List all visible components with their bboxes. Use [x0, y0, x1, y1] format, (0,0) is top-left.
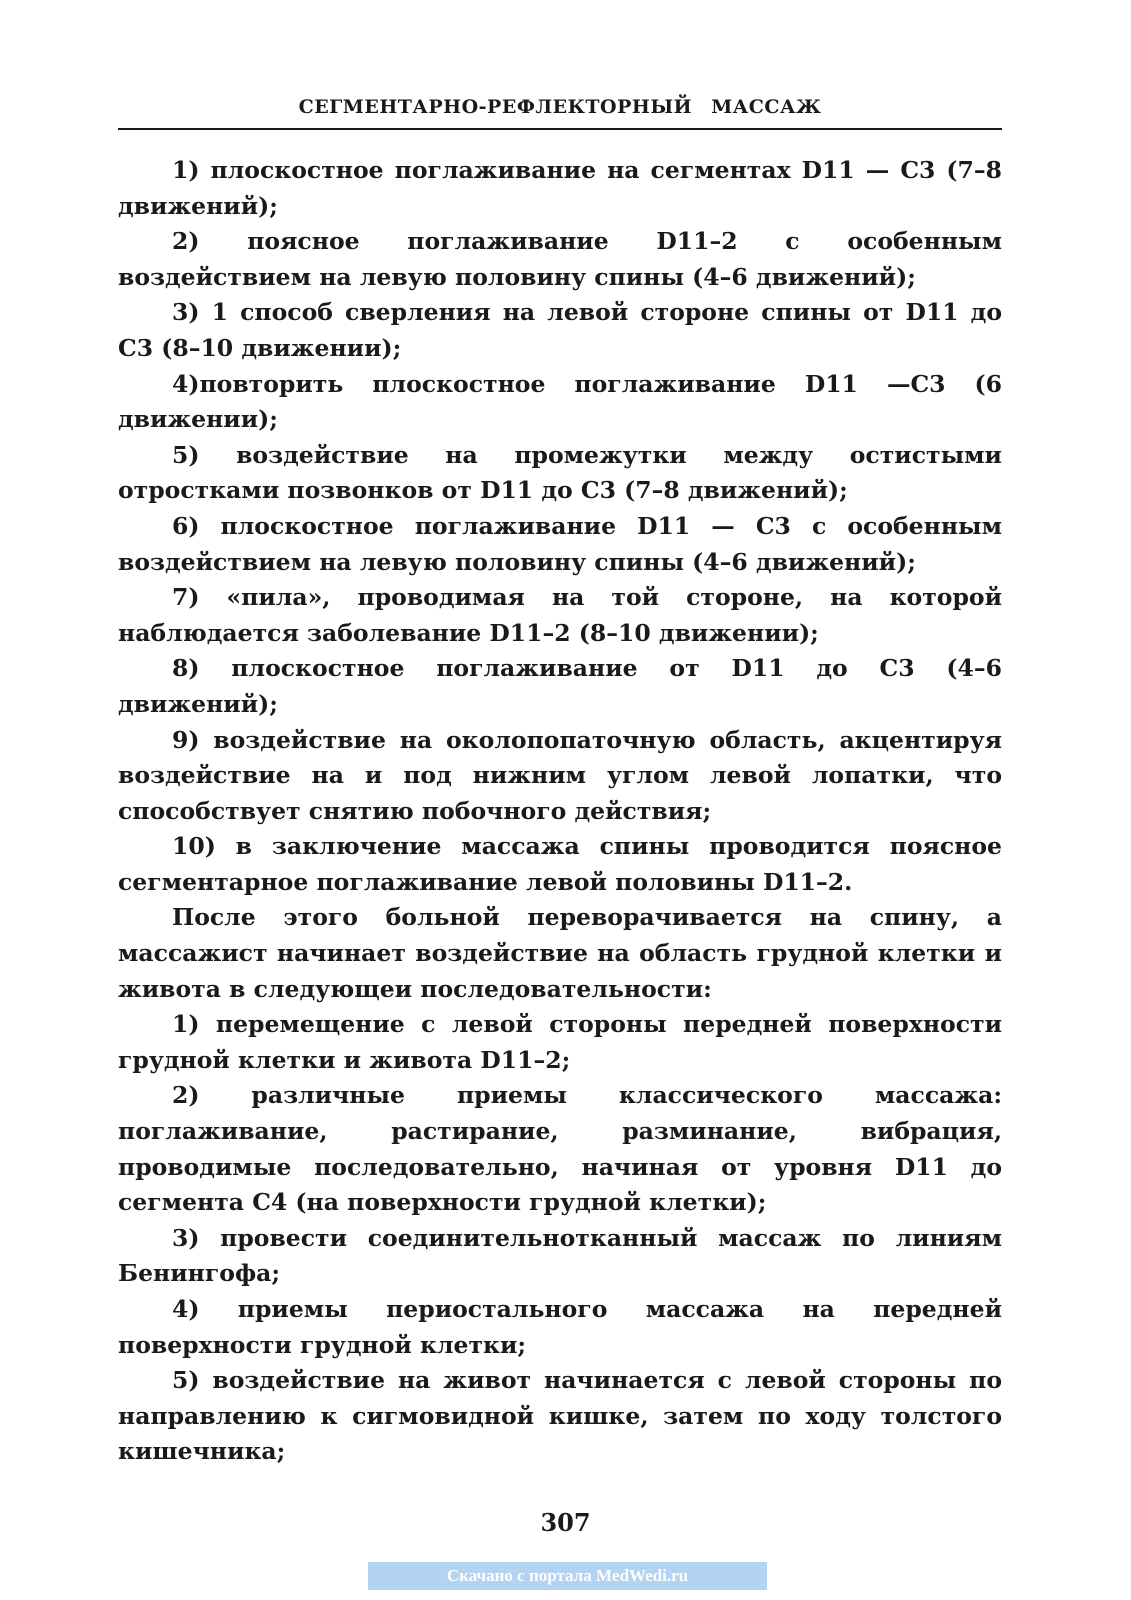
paragraph: 9) воздействие на околопопаточную область, акцентируя воздействие на и под нижним углом левой лопатки, что способствует снятию побочного действия; — [118, 725, 1002, 825]
page-number: 307 — [540, 1508, 591, 1537]
paragraph: 4)повторить плоскостное поглаживание D11 —С3 (6 движении); — [118, 369, 1002, 434]
paragraph: 7) «пила», проводимая на той стороне, на которой наблюдается заболевание D11–2 (8–10 движении); — [118, 583, 1002, 647]
paragraph: 5) воздействие на промежутки между остистыми отростками позвонков от D11 до С3 (7–8 движений); — [118, 440, 1002, 505]
paragraph: 2) различные приемы классического массажа: поглаживание, растирание, разминание, вибрация, проводимые последовательно, начиная от уровня D11 до сегмента С4 (на поверхности грудной клетки); — [118, 1081, 1002, 1217]
paragraph: 1) плоскостное поглаживание на сегментах D11 — С3 (7–8 движений); — [118, 156, 1002, 220]
body-text — [118, 153, 1002, 1470]
paragraph: 2) поясное поглаживание D11–2 с особенным воздействием на левую половину спины (4–6 движений); — [118, 227, 1002, 291]
paragraph: 8) плоскостное поглаживание от D11 до С3 (4–6 движений); — [118, 654, 1002, 718]
running-header: СЕГМЕНТАРНО-РЕФЛЕКТОРНЫЙ МАССАЖ — [298, 96, 822, 118]
paragraph: После этого больной переворачивается на спину, а массажист начинает воздействие на область грудной клетки и живота в следующеи последовательности: — [118, 903, 1002, 1003]
paragraph: 3) провести соединительнотканный массаж по линиям Бенингофа; — [118, 1223, 1002, 1288]
paragraph: 6) плоскостное поглаживание D11 — С3 с особенным воздействием на левую половину спины (4–6 движений); — [118, 511, 1002, 576]
paragraph: 4) приемы периостального массажа на передней поверхности грудной клетки; — [118, 1295, 1002, 1359]
paragraph: 10) в заключение массажа спины проводится поясное сегментарное поглаживание левой половины D11–2. — [118, 832, 1002, 896]
paragraph: 3) 1 способ сверления на левой стороне спины от D11 до С3 (8–10 движении); — [118, 298, 1002, 362]
paragraph: 1) перемещение с левой стороны передней поверхности грудной клетки и живота D11–2; — [118, 1010, 1002, 1074]
paragraph: 5) воздействие на живот начинается с левой стороны по направлению к сигмовидной кишке, затем по ходу толстого кишечника; — [118, 1366, 1002, 1466]
watermark-banner: Скачано с портала MedWedi.ru — [368, 1562, 767, 1590]
header-rule — [118, 128, 1002, 130]
